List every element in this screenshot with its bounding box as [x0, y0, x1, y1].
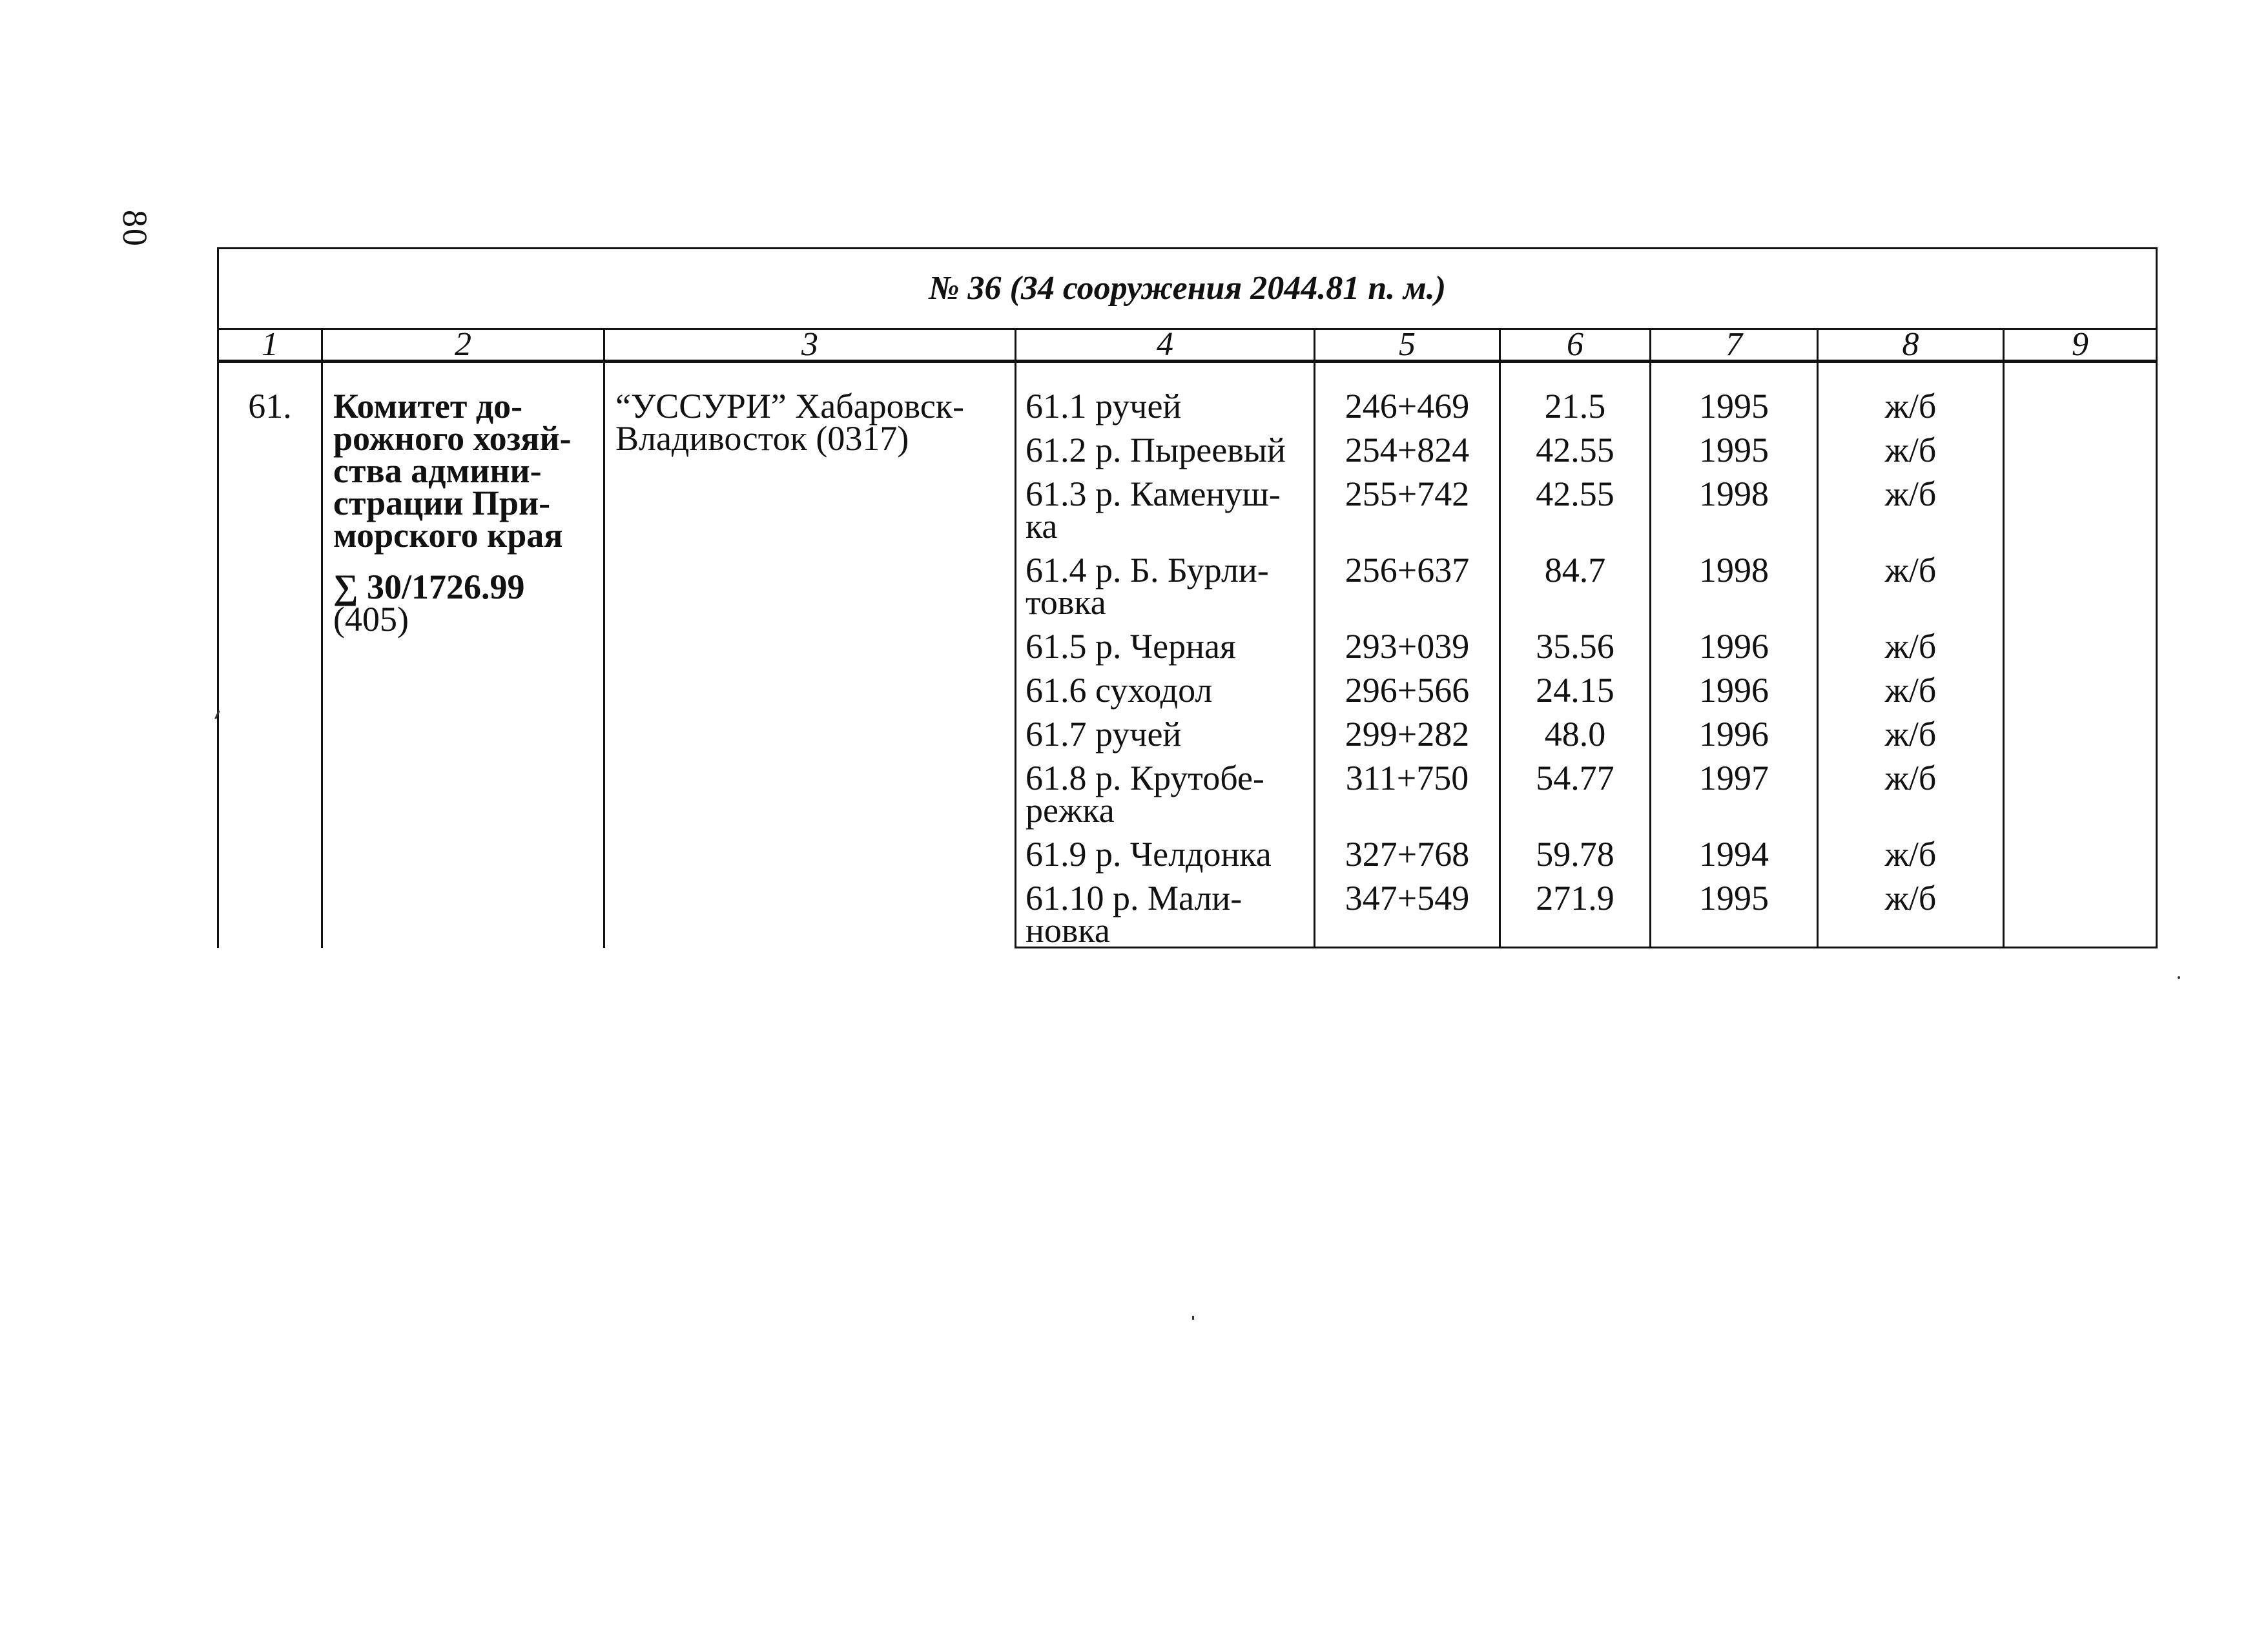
structure-length: 35.56 — [1500, 630, 1651, 674]
column-number: 5 — [1315, 329, 1500, 362]
column-number: 9 — [2004, 329, 2157, 362]
column-number: 4 — [1016, 329, 1315, 362]
structure-note — [2004, 718, 2157, 762]
structure-position: 296+566 — [1315, 674, 1500, 718]
structure-note — [2004, 478, 2157, 554]
structure-year: 1996 — [1651, 718, 1818, 762]
structure-name — [1016, 835, 1315, 882]
column-number: 7 — [1651, 329, 1818, 362]
structure-length: 24.15 — [1500, 674, 1651, 718]
column-number: 3 — [604, 329, 1016, 362]
structure-name — [1016, 551, 1315, 630]
organization-sum-value: ∑ 30/1726.99 — [333, 568, 525, 606]
structure-note — [2004, 762, 2157, 838]
organization-name-line: страции При- — [333, 484, 551, 522]
structure-note — [2004, 390, 2157, 434]
structure-note — [2004, 838, 2157, 882]
organization-name-line: морского края — [333, 516, 563, 555]
structure-position: 255+742 — [1315, 478, 1500, 554]
structure-year: 1994 — [1651, 838, 1818, 882]
structure-position: 347+549 — [1315, 882, 1500, 948]
structure-name-line: режка — [1026, 791, 1115, 830]
scan-speck — [2178, 976, 2180, 979]
organization-name-line: рожного хозяй- — [333, 419, 572, 458]
structure-name-line: 61.4 р. Б. Бурли- — [1026, 551, 1269, 589]
column-number: 8 — [1818, 329, 2004, 362]
structure-name-line: 61.1 ручей — [1026, 387, 1182, 425]
structure-year: 1995 — [1651, 390, 1818, 434]
structure-length: 59.78 — [1500, 838, 1651, 882]
structure-note — [2004, 554, 2157, 630]
page-number: 80 — [116, 210, 154, 247]
structure-position: 311+750 — [1315, 762, 1500, 838]
structure-material: ж/б — [1818, 762, 2004, 838]
structure-year: 1995 — [1651, 882, 1818, 948]
road-name-line: “УССУРИ” Хабаровск- — [615, 387, 965, 425]
structure-position: 299+282 — [1315, 718, 1500, 762]
organization-cell — [322, 387, 604, 948]
structure-material: ж/б — [1818, 434, 2004, 478]
structure-name-line: 61.8 р. Крутобе- — [1026, 759, 1264, 797]
structure-note — [2004, 674, 2157, 718]
structure-year: 1996 — [1651, 630, 1818, 674]
road-name-line: Владивосток (0317) — [615, 419, 909, 458]
structure-name — [1016, 475, 1315, 554]
structure-name-line: 61.6 суходол — [1026, 671, 1213, 710]
structure-year: 1998 — [1651, 478, 1818, 554]
structure-name-line: 61.9 р. Челдонка — [1026, 835, 1272, 874]
structure-note — [2004, 434, 2157, 478]
organization-name — [333, 387, 598, 555]
group-number: 61. — [218, 390, 322, 948]
column-number: 2 — [322, 329, 604, 362]
structure-name-line: новка — [1026, 911, 1110, 950]
organization-sum-note: (405) — [333, 600, 409, 639]
organization-name-line: ства админи- — [333, 451, 542, 490]
structure-material: ж/б — [1818, 838, 2004, 882]
structure-name — [1016, 671, 1315, 718]
structure-material: ж/б — [1818, 390, 2004, 434]
structure-year: 1997 — [1651, 762, 1818, 838]
road-cell — [604, 387, 1016, 948]
organization-name-line: Комитет до- — [333, 387, 523, 425]
structure-length: 42.55 — [1500, 478, 1651, 554]
table-title: № 36 (34 сооружения 2044.81 п. м.) — [218, 249, 2157, 329]
structure-name-line: 61.3 р. Каменуш- — [1026, 475, 1281, 513]
structure-year: 1996 — [1651, 674, 1818, 718]
structure-length: 54.77 — [1500, 762, 1651, 838]
structure-name-line: ка — [1026, 507, 1058, 546]
structure-material: ж/б — [1818, 630, 2004, 674]
structure-year: 1995 — [1651, 434, 1818, 478]
structure-name-line: 61.5 р. Черная — [1026, 627, 1236, 666]
structure-material: ж/б — [1818, 674, 2004, 718]
structure-length: 84.7 — [1500, 554, 1651, 630]
structure-material: ж/б — [1818, 478, 2004, 554]
structure-length: 42.55 — [1500, 434, 1651, 478]
structure-name — [1016, 879, 1315, 950]
column-number: 6 — [1500, 329, 1651, 362]
structure-position: 293+039 — [1315, 630, 1500, 674]
structure-name — [1016, 759, 1315, 838]
structure-note — [2004, 630, 2157, 674]
structure-length: 48.0 — [1500, 718, 1651, 762]
table-row — [218, 390, 2157, 434]
column-number: 1 — [218, 329, 322, 362]
structure-position: 254+824 — [1315, 434, 1500, 478]
column-number-row — [218, 329, 2157, 362]
structure-name-line: 61.7 ручей — [1026, 715, 1182, 753]
structure-length: 271.9 — [1500, 882, 1651, 948]
structure-name-line: 61.2 р. Пыреевый — [1026, 431, 1286, 469]
structure-name — [1016, 387, 1315, 434]
scan-speck — [1192, 1316, 1194, 1320]
structure-material: ж/б — [1818, 882, 2004, 948]
structure-position: 246+469 — [1315, 390, 1500, 434]
structures-table — [217, 247, 2158, 948]
structure-year: 1998 — [1651, 554, 1818, 630]
structure-name-line: 61.10 р. Мали- — [1026, 879, 1242, 917]
structure-position: 327+768 — [1315, 838, 1500, 882]
structure-name — [1016, 715, 1315, 762]
structure-material: ж/б — [1818, 554, 2004, 630]
structure-material: ж/б — [1818, 718, 2004, 762]
structure-name-line: товка — [1026, 583, 1106, 622]
structure-name — [1016, 627, 1315, 674]
structure-position: 256+637 — [1315, 554, 1500, 630]
structure-name — [1016, 431, 1315, 478]
organization-sum — [333, 568, 598, 606]
structure-length: 21.5 — [1500, 390, 1651, 434]
structure-note — [2004, 882, 2157, 948]
